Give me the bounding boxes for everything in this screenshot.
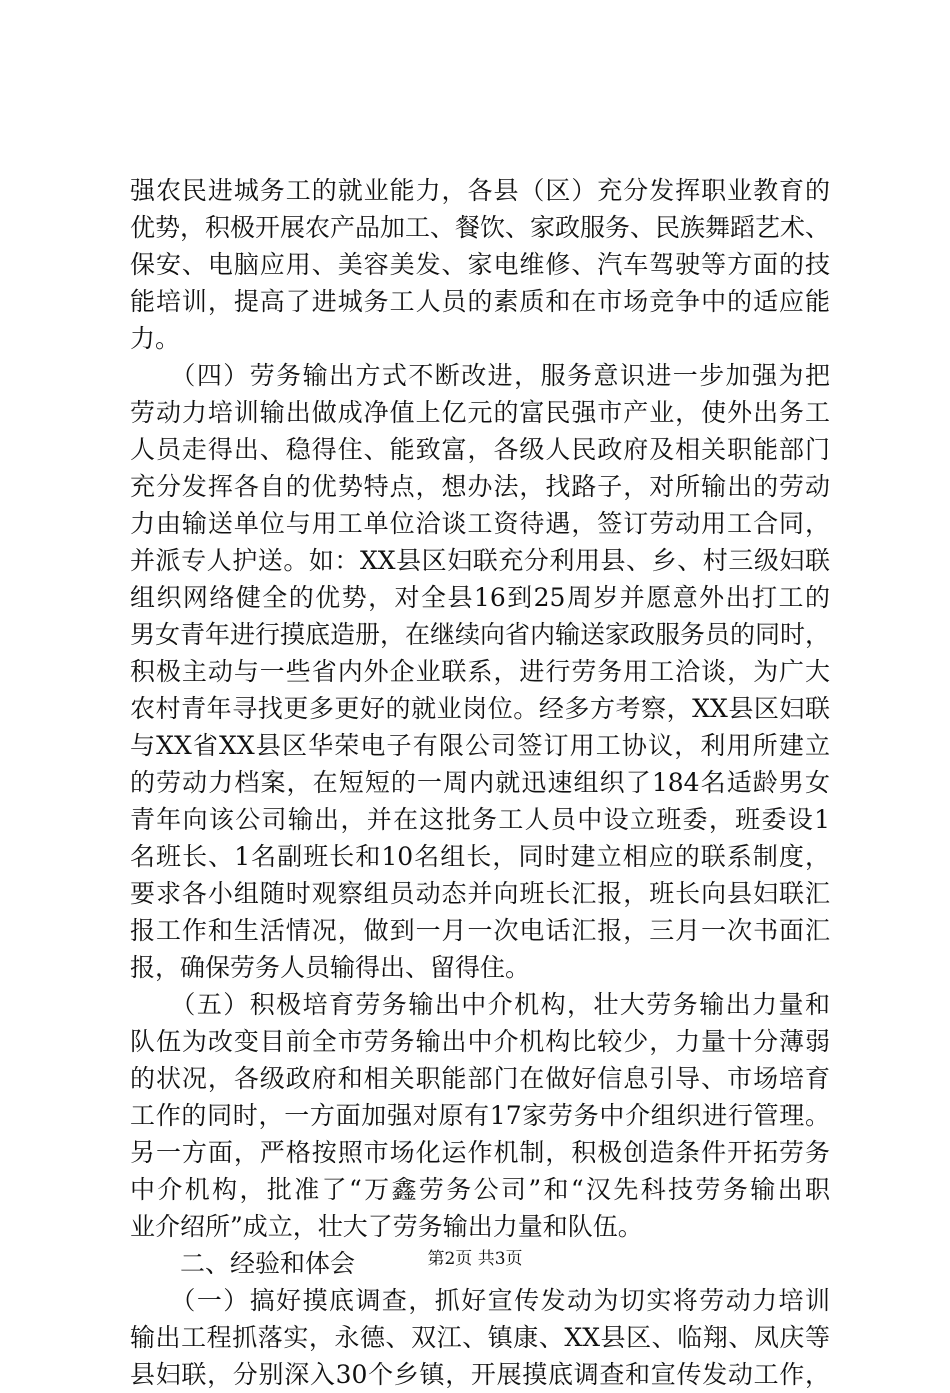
- text-line: 优势，积极开展农产品加工、餐饮、家政服务、民族舞蹈艺术、: [130, 213, 831, 242]
- text-line: 的状况，各级政府和相关职能部门在做好信息引导、市场培育: [130, 1064, 830, 1093]
- text-line: 队伍为改变目前全市劳务输出中介机构比较少，力量十分薄弱: [130, 1027, 830, 1056]
- text-line: 力。: [130, 324, 181, 353]
- text-line: 业介绍所”成立，壮大了劳务输出力量和队伍。: [130, 1212, 643, 1241]
- text-line: 充分发挥各自的优势特点，想办法，找路子，对所输出的劳动: [130, 472, 830, 501]
- text-line: 与XX省XX县区华荣电子有限公司签订用工协议，利用所建立: [130, 731, 830, 760]
- text-line: 力由输送单位与用工单位洽谈工资待遇，签订劳动用工合同，: [130, 509, 830, 538]
- text-line: 的劳动力档案，在短短的一周内就迅速组织了184名适龄男女: [130, 768, 830, 797]
- text-line: （一）搞好摸底调查，抓好宣传发动为切实将劳动力培训: [130, 1286, 830, 1315]
- text-line: 名班长、1名副班长和10名组长，同时建立相应的联系制度，: [130, 842, 830, 871]
- text-line: 人员走得出、稳得住、能致富，各级人民政府及相关职能部门: [130, 435, 830, 464]
- text-line: 另一方面，严格按照市场化运作机制，积极创造条件开拓劳务: [130, 1138, 830, 1167]
- text-line: 能培训，提高了进城务工人员的素质和在市场竞争中的适应能: [130, 287, 830, 316]
- text-line: 报，确保劳务人员输得出、留得住。: [130, 953, 531, 982]
- text-line: 组织网络健全的优势，对全县16到25周岁并愿意外出打工的: [130, 583, 830, 612]
- text-line: 青年向该公司输出，并在这批务工人员中设立班委，班委设1: [130, 805, 830, 834]
- text-line: 男女青年进行摸底造册，在继续向省内输送家政服务员的同时，: [130, 620, 831, 649]
- text-line: 中介机构，批准了“万鑫劳务公司”和“汉先科技劳务输出职: [130, 1175, 830, 1204]
- text-line: 强农民进城务工的就业能力，各县（区）充分发挥职业教育的: [130, 176, 830, 205]
- text-line: 二、经验和体会: [130, 1249, 356, 1278]
- text-line: 积极主动与一些省内外企业联系，进行劳务用工洽谈，为广大: [130, 657, 830, 686]
- text-line: 县妇联，分别深入30个乡镇，开展摸底调查和宣传发动工作，: [130, 1360, 830, 1389]
- text-line: 工作的同时，一方面加强对原有17家劳务中介组织进行管理。: [130, 1101, 830, 1130]
- page-footer: 第2页 共3页: [427, 1249, 523, 1269]
- text-line: （四）劳务输出方式不断改进，服务意识进一步加强为把: [130, 361, 830, 390]
- text-line: 要求各小组随时观察组员动态并向班长汇报，班长向县妇联汇: [130, 879, 830, 908]
- text-line: 输出工程抓落实，永德、双江、镇康、XX县区、临翔、凤庆等: [130, 1323, 830, 1352]
- text-line: 劳动力培训输出做成净值上亿元的富民强市产业，使外出务工: [130, 398, 830, 427]
- document-body: [130, 172, 830, 1393]
- text-line: 报工作和生活情况，做到一月一次电话汇报，三月一次书面汇: [130, 916, 830, 945]
- text-line: （五）积极培育劳务输出中介机构，壮大劳务输出力量和: [130, 990, 830, 1019]
- text-line: 并派专人护送。如：XX县区妇联充分利用县、乡、村三级妇联: [130, 546, 830, 575]
- text-line: 保安、电脑应用、美容美发、家电维修、汽车驾驶等方面的技: [130, 250, 830, 279]
- text-line: 农村青年寻找更多更好的就业岗位。经多方考察，XX县区妇联: [130, 694, 830, 723]
